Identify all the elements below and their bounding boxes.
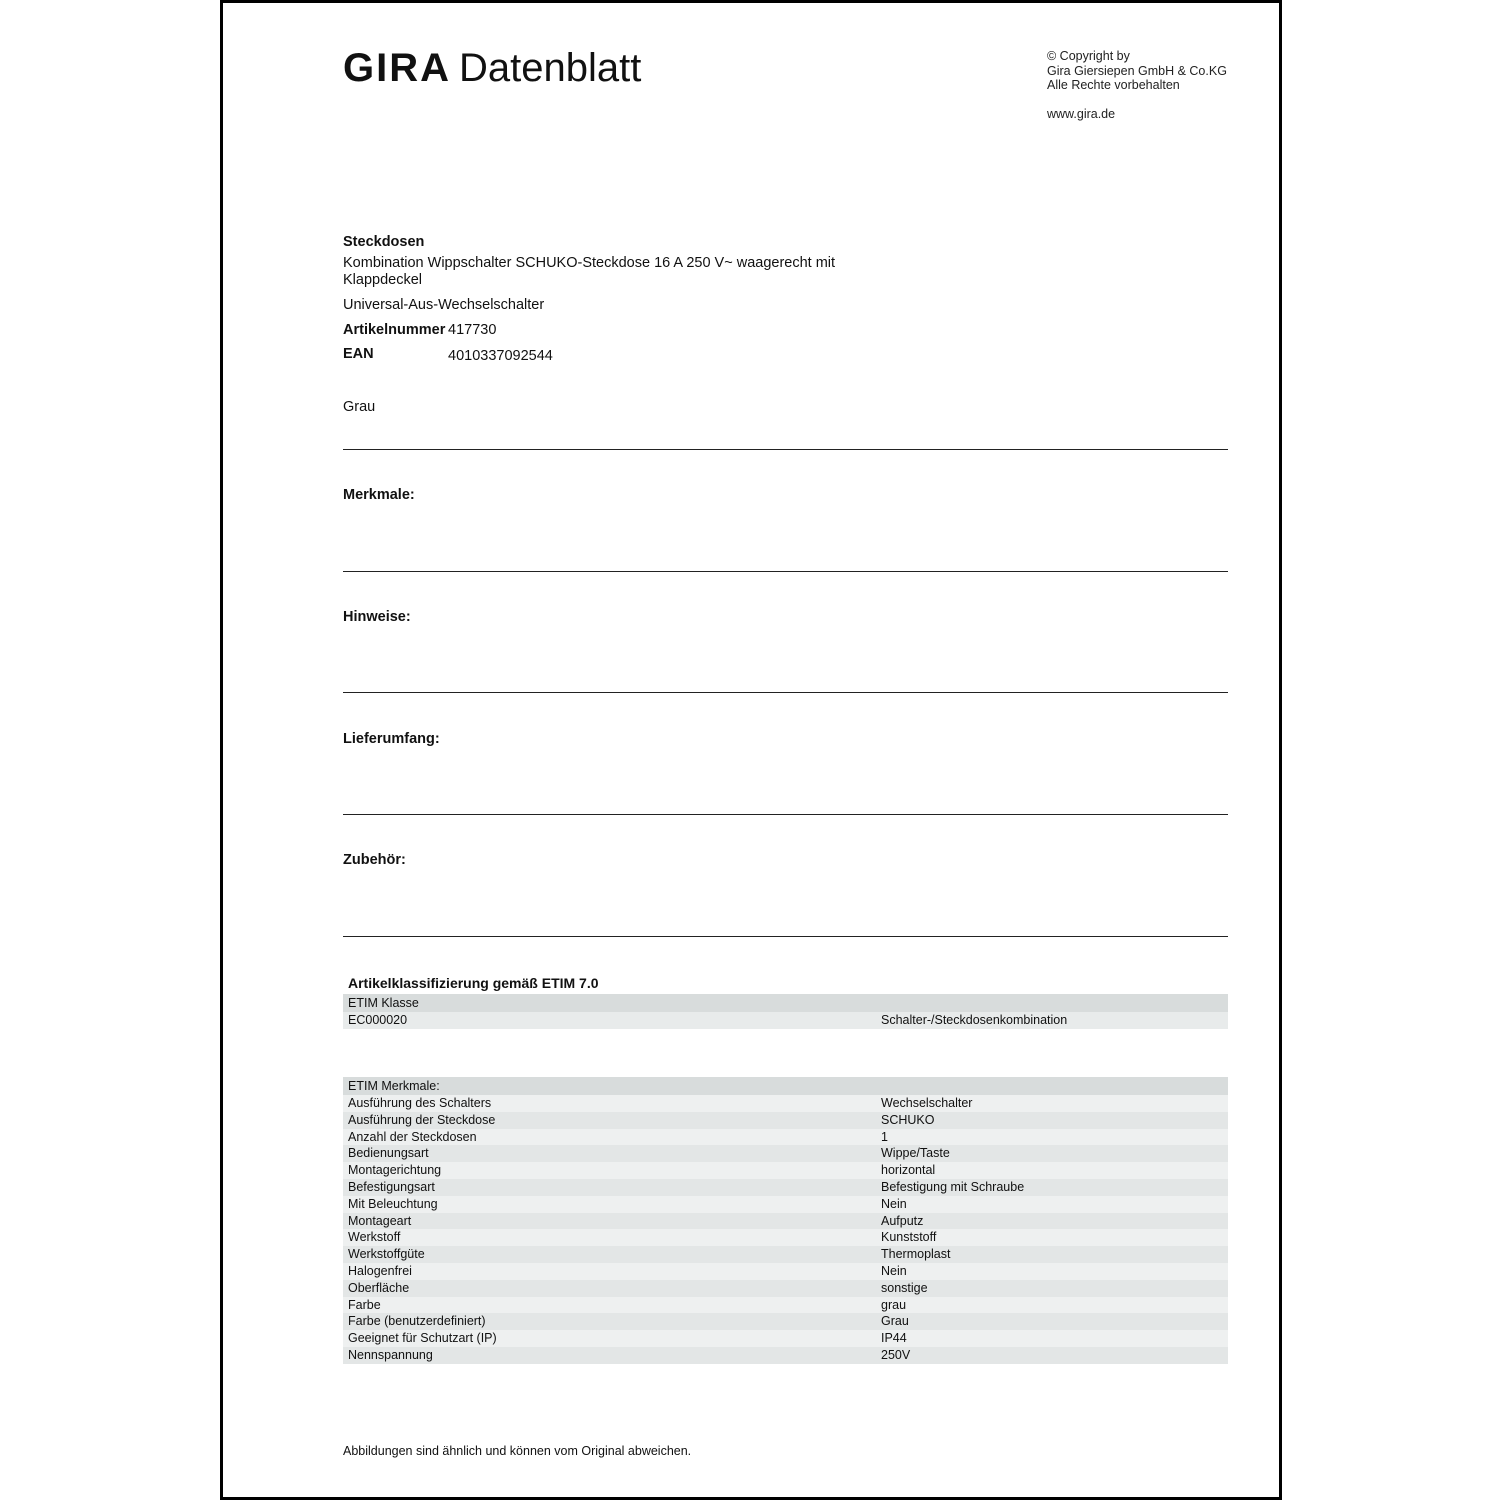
feature-value: SCHUKO <box>881 1112 935 1127</box>
feature-value: horizontal <box>881 1163 936 1178</box>
article-number-row <box>343 322 863 339</box>
feature-name: Werkstoff <box>348 1230 401 1245</box>
table-row <box>343 1330 1228 1347</box>
feature-name: Ausführung der Steckdose <box>348 1112 496 1127</box>
table-row <box>343 1347 1228 1364</box>
section-hinweise-title: Hinweise: <box>343 609 411 625</box>
etim-features-header: ETIM Merkmale: <box>348 1079 440 1093</box>
feature-value: 1 <box>881 1129 888 1144</box>
copyright-block <box>1047 49 1227 121</box>
feature-name: Bedienungsart <box>348 1146 429 1161</box>
etim-class-code: EC000020 <box>348 1013 408 1027</box>
table-header-row <box>343 994 1228 1012</box>
table-row <box>343 1313 1228 1330</box>
feature-value: Wechselschalter <box>881 1096 973 1110</box>
section-zubehoer-title: Zubehör: <box>343 852 406 868</box>
divider <box>343 936 1228 937</box>
feature-value: Befestigung mit Schraube <box>881 1179 1025 1194</box>
section-lieferumfang-title: Lieferumfang: <box>343 731 440 747</box>
feature-name: Farbe <box>348 1297 381 1312</box>
article-number-value: 417730 <box>448 322 497 338</box>
divider <box>343 692 1228 693</box>
article-number-label: Artikelnummer <box>343 322 446 338</box>
feature-value: grau <box>881 1297 907 1312</box>
website-link[interactable]: www.gira.de <box>1047 106 1116 121</box>
table-row <box>343 1129 1228 1146</box>
section-merkmale-title: Merkmale: <box>343 487 415 503</box>
brand-name: GIRA <box>343 46 451 90</box>
product-info <box>343 234 863 416</box>
etim-class-header: ETIM Klasse <box>348 996 419 1010</box>
etim-title: Artikelklassifizierung gemäß ETIM 7.0 <box>348 975 599 991</box>
product-color: Grau <box>343 399 376 415</box>
feature-value: sonstige <box>881 1280 928 1295</box>
feature-name: Oberfläche <box>348 1280 410 1295</box>
product-category: Steckdosen <box>343 234 425 250</box>
ean-label: EAN <box>343 346 374 362</box>
feature-name: Nennspannung <box>348 1347 433 1362</box>
gira-logo <box>343 44 641 92</box>
feature-value: Nein <box>881 1263 907 1278</box>
feature-name: Halogenfrei <box>348 1263 412 1278</box>
table-row <box>343 1246 1228 1263</box>
product-description: Kombination Wippschalter SCHUKO-Steckdose 16 A 250 V~ waagerecht mit Klappdeckel <box>343 255 836 288</box>
product-variant: Universal-Aus-Wechselschalter <box>343 297 545 313</box>
feature-value: Thermoplast <box>881 1247 951 1262</box>
copyright-line: © Copyright by <box>1047 49 1130 63</box>
feature-name: Geeignet für Schutzart (IP) <box>348 1331 497 1346</box>
copyright-line: Alle Rechte vorbehalten <box>1047 78 1180 92</box>
table-header-row <box>343 1077 1228 1095</box>
document-title: Datenblatt <box>459 46 642 90</box>
table-row <box>343 1196 1228 1213</box>
feature-value: 250V <box>881 1347 911 1362</box>
feature-name: Montagerichtung <box>348 1163 442 1178</box>
table-row <box>343 1213 1228 1230</box>
etim-features-table <box>343 1077 1228 1364</box>
etim-class-name: Schalter-/Steckdosenkombination <box>881 1013 1068 1027</box>
table-row <box>343 1297 1228 1314</box>
feature-name: Mit Beleuchtung <box>348 1196 438 1211</box>
feature-name: Anzahl der Steckdosen <box>348 1129 477 1144</box>
divider <box>343 449 1228 450</box>
feature-value: Kunststoff <box>881 1230 937 1245</box>
table-row <box>343 1179 1228 1196</box>
ean-row <box>343 346 863 365</box>
feature-name: Ausführung des Schalters <box>348 1096 492 1110</box>
ean-value: 4010337092544 <box>448 348 553 364</box>
etim-class-table <box>343 994 1228 1029</box>
feature-value: Aufputz <box>881 1213 924 1228</box>
feature-name: Werkstoffgüte <box>348 1247 425 1262</box>
feature-name: Befestigungsart <box>348 1179 435 1194</box>
copyright-line: Gira Giersiepen GmbH & Co.KG <box>1047 63 1227 78</box>
feature-value: Wippe/Taste <box>881 1146 950 1161</box>
table-row <box>343 1263 1228 1280</box>
feature-value: IP44 <box>881 1331 907 1346</box>
table-row <box>343 1145 1228 1162</box>
footer-disclaimer: Abbildungen sind ähnlich und können vom Original abweichen. <box>343 1444 692 1458</box>
feature-name: Farbe (benutzerdefiniert) <box>348 1314 486 1329</box>
feature-name: Montageart <box>348 1213 412 1228</box>
divider <box>343 814 1228 815</box>
feature-value: Grau <box>881 1314 909 1329</box>
table-row <box>343 1012 1228 1029</box>
table-row <box>343 1095 1228 1112</box>
divider <box>343 571 1228 572</box>
table-row <box>343 1280 1228 1297</box>
feature-value: Nein <box>881 1196 907 1211</box>
table-row <box>343 1162 1228 1179</box>
table-row <box>343 1229 1228 1246</box>
table-row <box>343 1112 1228 1129</box>
